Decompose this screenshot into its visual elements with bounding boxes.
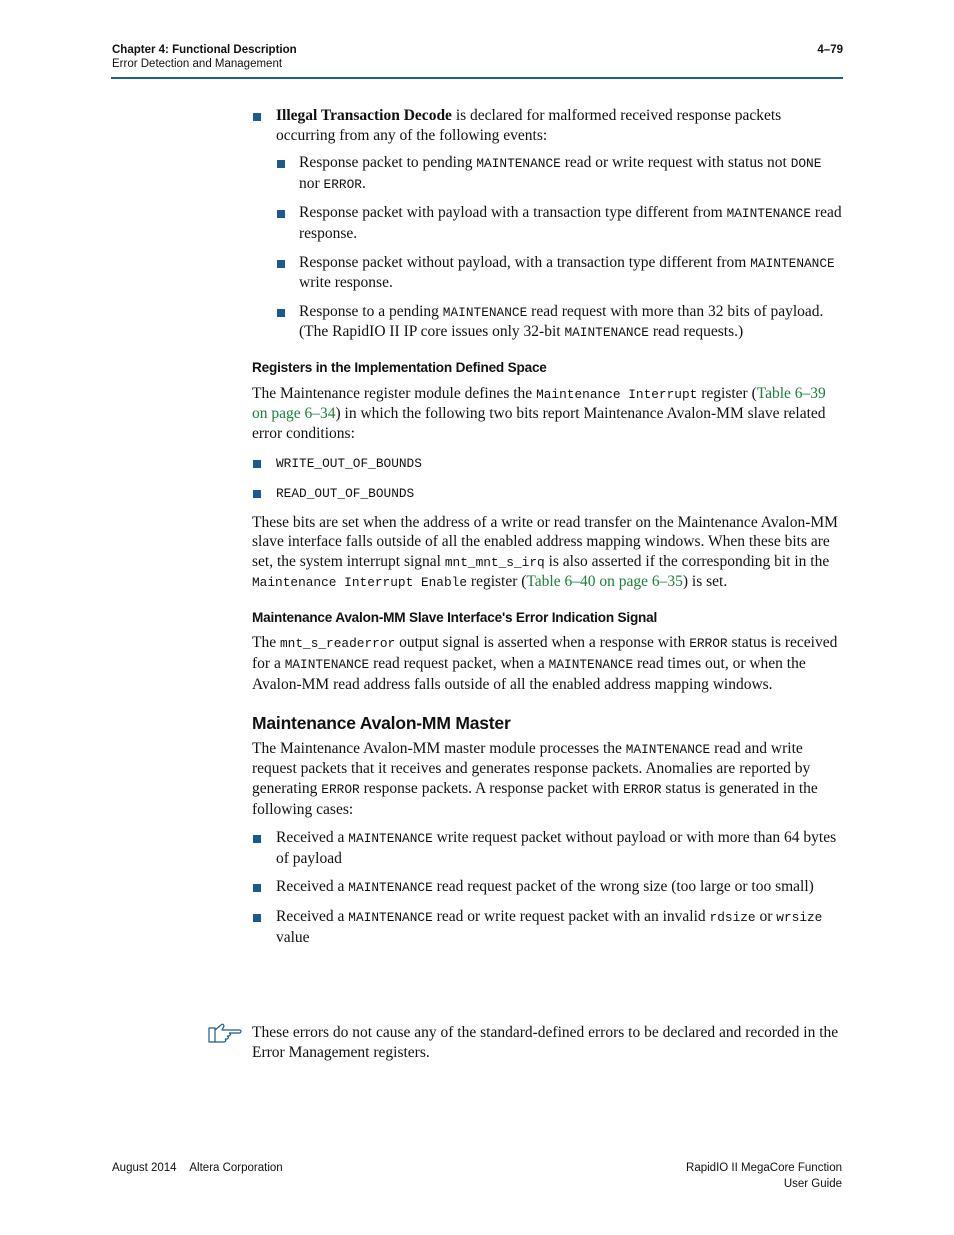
master-paragraph: [252, 739, 844, 819]
code: MAINTENANCE: [750, 255, 835, 271]
code: MAINTENANCE: [348, 910, 433, 925]
code: MAINTENANCE: [625, 741, 711, 757]
code: MAINTENANCE: [284, 657, 370, 673]
master-case-2: [252, 877, 844, 898]
page-header: [112, 44, 843, 70]
text: register (: [697, 384, 757, 402]
code: Maintenance Interrupt: [536, 386, 698, 402]
text: write request packet without payload or with more than 64 bytes of payload: [276, 829, 837, 867]
text: Received a: [276, 908, 349, 925]
text: read or write request packet with an invalid: [432, 908, 710, 925]
page-footer-left: [112, 1160, 283, 1176]
text: The Maintenance Avalon-MM master module processes the: [252, 739, 626, 757]
registers-heading: Registers in the Implementation Defined Space: [252, 359, 547, 375]
section-title: Error Detection and Management: [112, 58, 283, 70]
bits-paragraph: [252, 513, 844, 593]
code: ERROR: [623, 782, 662, 798]
slave-error-paragraph: [252, 633, 844, 694]
text: nor: [299, 174, 324, 192]
registers-paragraph: [252, 384, 844, 444]
master-case-3: [252, 907, 844, 947]
code: MAINTENANCE: [442, 304, 528, 320]
code: ERROR: [321, 782, 360, 798]
text: The Maintenance register module defines the: [252, 384, 537, 402]
footer-date: August 2014: [112, 1162, 177, 1174]
text: The: [252, 634, 280, 652]
slave-error-heading: Maintenance Avalon-MM Slave Interface's Error Indication Signal: [252, 609, 658, 625]
text: status is generated in the following cases:: [252, 780, 818, 818]
text: read or write request with status not: [560, 154, 791, 172]
header-rule: [111, 77, 843, 79]
bit-name: WRITE_OUT_OF_BOUNDS: [276, 456, 422, 472]
code: MAINTENANCE: [348, 880, 433, 896]
bit-bullet-read: [252, 483, 844, 504]
text: Response packet to pending: [299, 154, 477, 172]
footer-doc-type: User Guide: [783, 1178, 842, 1190]
text: register (: [467, 573, 527, 591]
text: is also asserted if the corresponding bit in the: [544, 552, 830, 570]
text: write response.: [299, 274, 393, 292]
page-body: [252, 106, 844, 947]
code: rdsize: [709, 910, 756, 925]
sub-bullet-4: [252, 302, 844, 343]
code: mnt_s_readerror: [279, 636, 396, 652]
text: Received a: [276, 829, 349, 847]
bit-name: READ_OUT_OF_BOUNDS: [276, 485, 415, 501]
table-6-39-link[interactable]: Table 6–39 on page 6–34: [252, 384, 826, 423]
text: or: [755, 908, 777, 925]
code: mnt_mnt_s_irq: [444, 554, 545, 570]
code: DONE: [790, 156, 822, 172]
text: status is received for a: [252, 634, 838, 673]
text: value: [276, 928, 310, 946]
text: Received a: [276, 878, 349, 896]
text: read times out, or when the Avalon-MM read address falls outside of all the enabled address mapping windows.: [252, 655, 806, 693]
text: output signal is asserted when a response with: [395, 634, 690, 652]
code: MAINTENANCE: [726, 206, 812, 222]
text: read request packet, when a: [369, 655, 549, 673]
footer-product: RapidIO II MegaCore Function: [686, 1162, 842, 1174]
table-6-40-link[interactable]: Table 6–40 on page 6–35: [526, 573, 683, 591]
sub-bullet-1: [252, 153, 844, 194]
code: MAINTENANCE: [348, 831, 433, 847]
footer-company: Altera Corporation: [189, 1162, 283, 1174]
text: read response.: [299, 204, 842, 242]
page-number: 4–79: [817, 44, 843, 56]
text: read requests.): [648, 323, 744, 341]
pointing-hand-icon: [207, 1022, 243, 1044]
bit-bullet-write: [252, 453, 844, 474]
code: MAINTENANCE: [476, 156, 561, 172]
text: Response packet without payload, with a transaction type different from: [299, 253, 751, 271]
text: ) in which the following two bits report Maintenance Avalon-MM slave related error conditions:: [252, 405, 826, 442]
text: ) is set.: [682, 573, 728, 591]
text: These bits are set when the address of a write or read transfer on the Maintenance Avalon-MM slave interface falls outside of all the enabled address mapping windows. When these bits are set, the system interrupt signal: [252, 513, 838, 570]
note-text: These errors do not cause any of the standard-defined errors to be declared and recorded in the Error Management registers.: [252, 1024, 839, 1061]
text: Response packet with payload with a transaction type different from: [299, 204, 727, 222]
code: wrsize: [776, 910, 823, 925]
code: ERROR: [323, 176, 362, 192]
text: read request packet of the wrong size (too large or too small): [432, 878, 814, 896]
code: MAINTENANCE: [548, 657, 634, 673]
code: MAINTENANCE: [564, 325, 649, 341]
text: read and write request packets that it receives and generates response packets. Anomalies are reported by generating: [252, 739, 811, 798]
illegal-transaction-bullet: [252, 106, 844, 145]
text: response packets. A response packet with: [359, 780, 624, 798]
code: Maintenance Interrupt Enable: [252, 575, 468, 591]
master-heading: Maintenance Avalon-MM Master: [252, 713, 511, 734]
illegal-transaction-text: is declared for malformed received response packets occurring from any of the following events:: [276, 107, 782, 144]
master-case-1: [252, 828, 844, 868]
text: Response to a pending: [299, 302, 443, 320]
code: ERROR: [689, 636, 728, 652]
text: .: [361, 174, 366, 192]
sub-bullet-2: [252, 203, 844, 243]
illegal-transaction-term: Illegal Transaction Decode: [276, 107, 452, 124]
text: read request with more than 32 bits of payload. (The RapidIO II IP core issues only 32-bit: [299, 302, 824, 341]
sub-bullet-3: [252, 253, 844, 293]
page-footer-right: [686, 1160, 842, 1192]
chapter-title: Chapter 4: Functional Description: [112, 44, 297, 56]
